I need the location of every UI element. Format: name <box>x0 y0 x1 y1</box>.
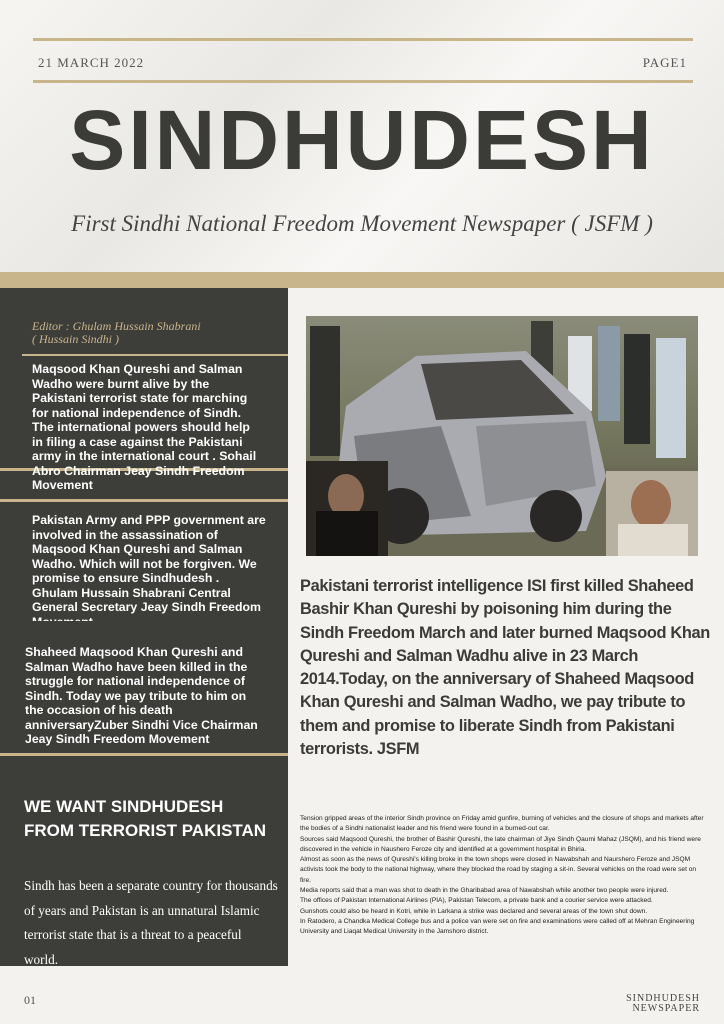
editor-credit <box>32 320 201 346</box>
footer-brand-subtitle: NEWSPAPER <box>632 1003 700 1014</box>
article-paragraph: Media reports said that a man was shot to death in the Gharibabad area of Nawabshah while another two people were injured. <box>300 887 669 895</box>
news-photo <box>306 316 698 556</box>
quote-ghulam-hussain: Pakistan Army and PPP government are involved in the assassination of Maqsood Khan Qureshi and Salman Wadho. Which will not be forgiven. We promise to ensure Sindhudesh . Ghulam Hussain Shabrani Central General Secretary Jeay Sindh Freedom <box>32 513 266 614</box>
sidebar <box>0 288 288 966</box>
article-body <box>300 814 704 938</box>
sidebar-box-1 <box>0 288 288 492</box>
masthead-area <box>0 0 724 272</box>
sidebar-paragraph: Sindh has been a separate country for thousands of years and Pakistan is an unnatural Islamic terrorist state that is a threat to a peaceful world. <box>24 878 278 967</box>
top-rule <box>33 38 693 41</box>
article-paragraph: Sources said Maqsood Qureshi, the brother of Bashir Qureshi, the late chairman of Jiye Sindh Qaumi Mahaz (JSQM), and his friend were discovered in the vehicle in Naushero Feroze city and identified at a government hospital in Bhiria. <box>300 835 701 853</box>
page-label: PAGE1 <box>642 55 687 70</box>
sidebar-heading: WE WANT SINDHUDESH FROM TERRORIST PAKISTAN <box>24 797 267 840</box>
sidebar-box-3 <box>0 621 288 756</box>
burned-car-image <box>306 316 698 556</box>
footer-page-number: 01 <box>24 993 36 1007</box>
article-paragraph: Almost as soon as the news of Qureshi's killing broke in the town shops were closed in Nawabshah and Naurshero Feroze and JSQM activists took the body to the national highway, where they blocked the road by staging a sit-in. Several vehicles on the road were set on fire. <box>300 856 697 884</box>
quote-zuber-sindhi: Shaheed Maqsood Khan Qureshi and Salman Wadho have been killed in the struggle for national independence of Sindh. Today we pay tribute to him on the occasion of his death anniversaryZuber Sindhi Vice Chairman Jeay Sindh Freedom Movement <box>25 645 258 746</box>
article-paragraph: Tension gripped areas of the interior Sindh province on Friday amid gunfire, burning of vehicles and the closure of shops and markets after the bodies of a Sindhi nationalist leader and his friend were found in a burned-out car. <box>300 815 704 833</box>
editor-rule <box>22 354 288 356</box>
date-rule <box>33 80 693 83</box>
issue-date: 21 MARCH 2022 <box>38 55 145 70</box>
gold-divider <box>0 272 724 288</box>
editor-name: Editor : Ghulam Hussain Shabrani <box>32 319 201 333</box>
quote-sohail-abro: Maqsood Khan Qureshi and Salman Wadho were burnt alive by the Pakistani terrorist state for marching for national independence of Sindh. The international powers should help in filing a case against the Pakistani army in the international court . Sohail Abro Chairman Jeay Sindh Freedom Movement <box>32 362 257 492</box>
article-paragraph: In Ratodero, a Chandka Medical College bus and a police van were set on fire and examinations were called off at Mehran Engineering University and Liaqat Medical University in the Jamshoro district. <box>300 917 695 936</box>
newspaper-title: SINDHUDESH <box>69 93 655 187</box>
footer-brand <box>626 994 700 1014</box>
editor-alias: ( Hussain Sindhi ) <box>32 332 119 346</box>
newspaper-tagline: First Sindhi National Freedom Movement Newspaper ( JSFM ) <box>71 211 653 236</box>
article-paragraph: The offices of Pakistan International Airlines (PIA), Pakistan Telecom, a private bank and a courier service were attacked. <box>300 897 653 905</box>
main-headline: Pakistani terrorist intelligence ISI first killed Shaheed Bashir Khan Qureshi by poisoning him during the Sindh Freedom March and later burned Maqsood Khan Qureshi and Salman Wadhu alive in 23 March 2014.Today, on the anniversary of Shaheed Maqsood Khan Qureshi and Salman Wadho, we pay tribute to them and promise to liberate Sindh from Pakistani terrorists. JSFM <box>300 577 710 759</box>
sidebar-box-2 <box>0 499 288 625</box>
footer-brand-title: SINDHUDESH <box>626 993 700 1004</box>
article-paragraph: Gunshots could also be heard in Kotri, while in Larkana a strike was declared and several areas of the town shut down. <box>300 907 648 915</box>
